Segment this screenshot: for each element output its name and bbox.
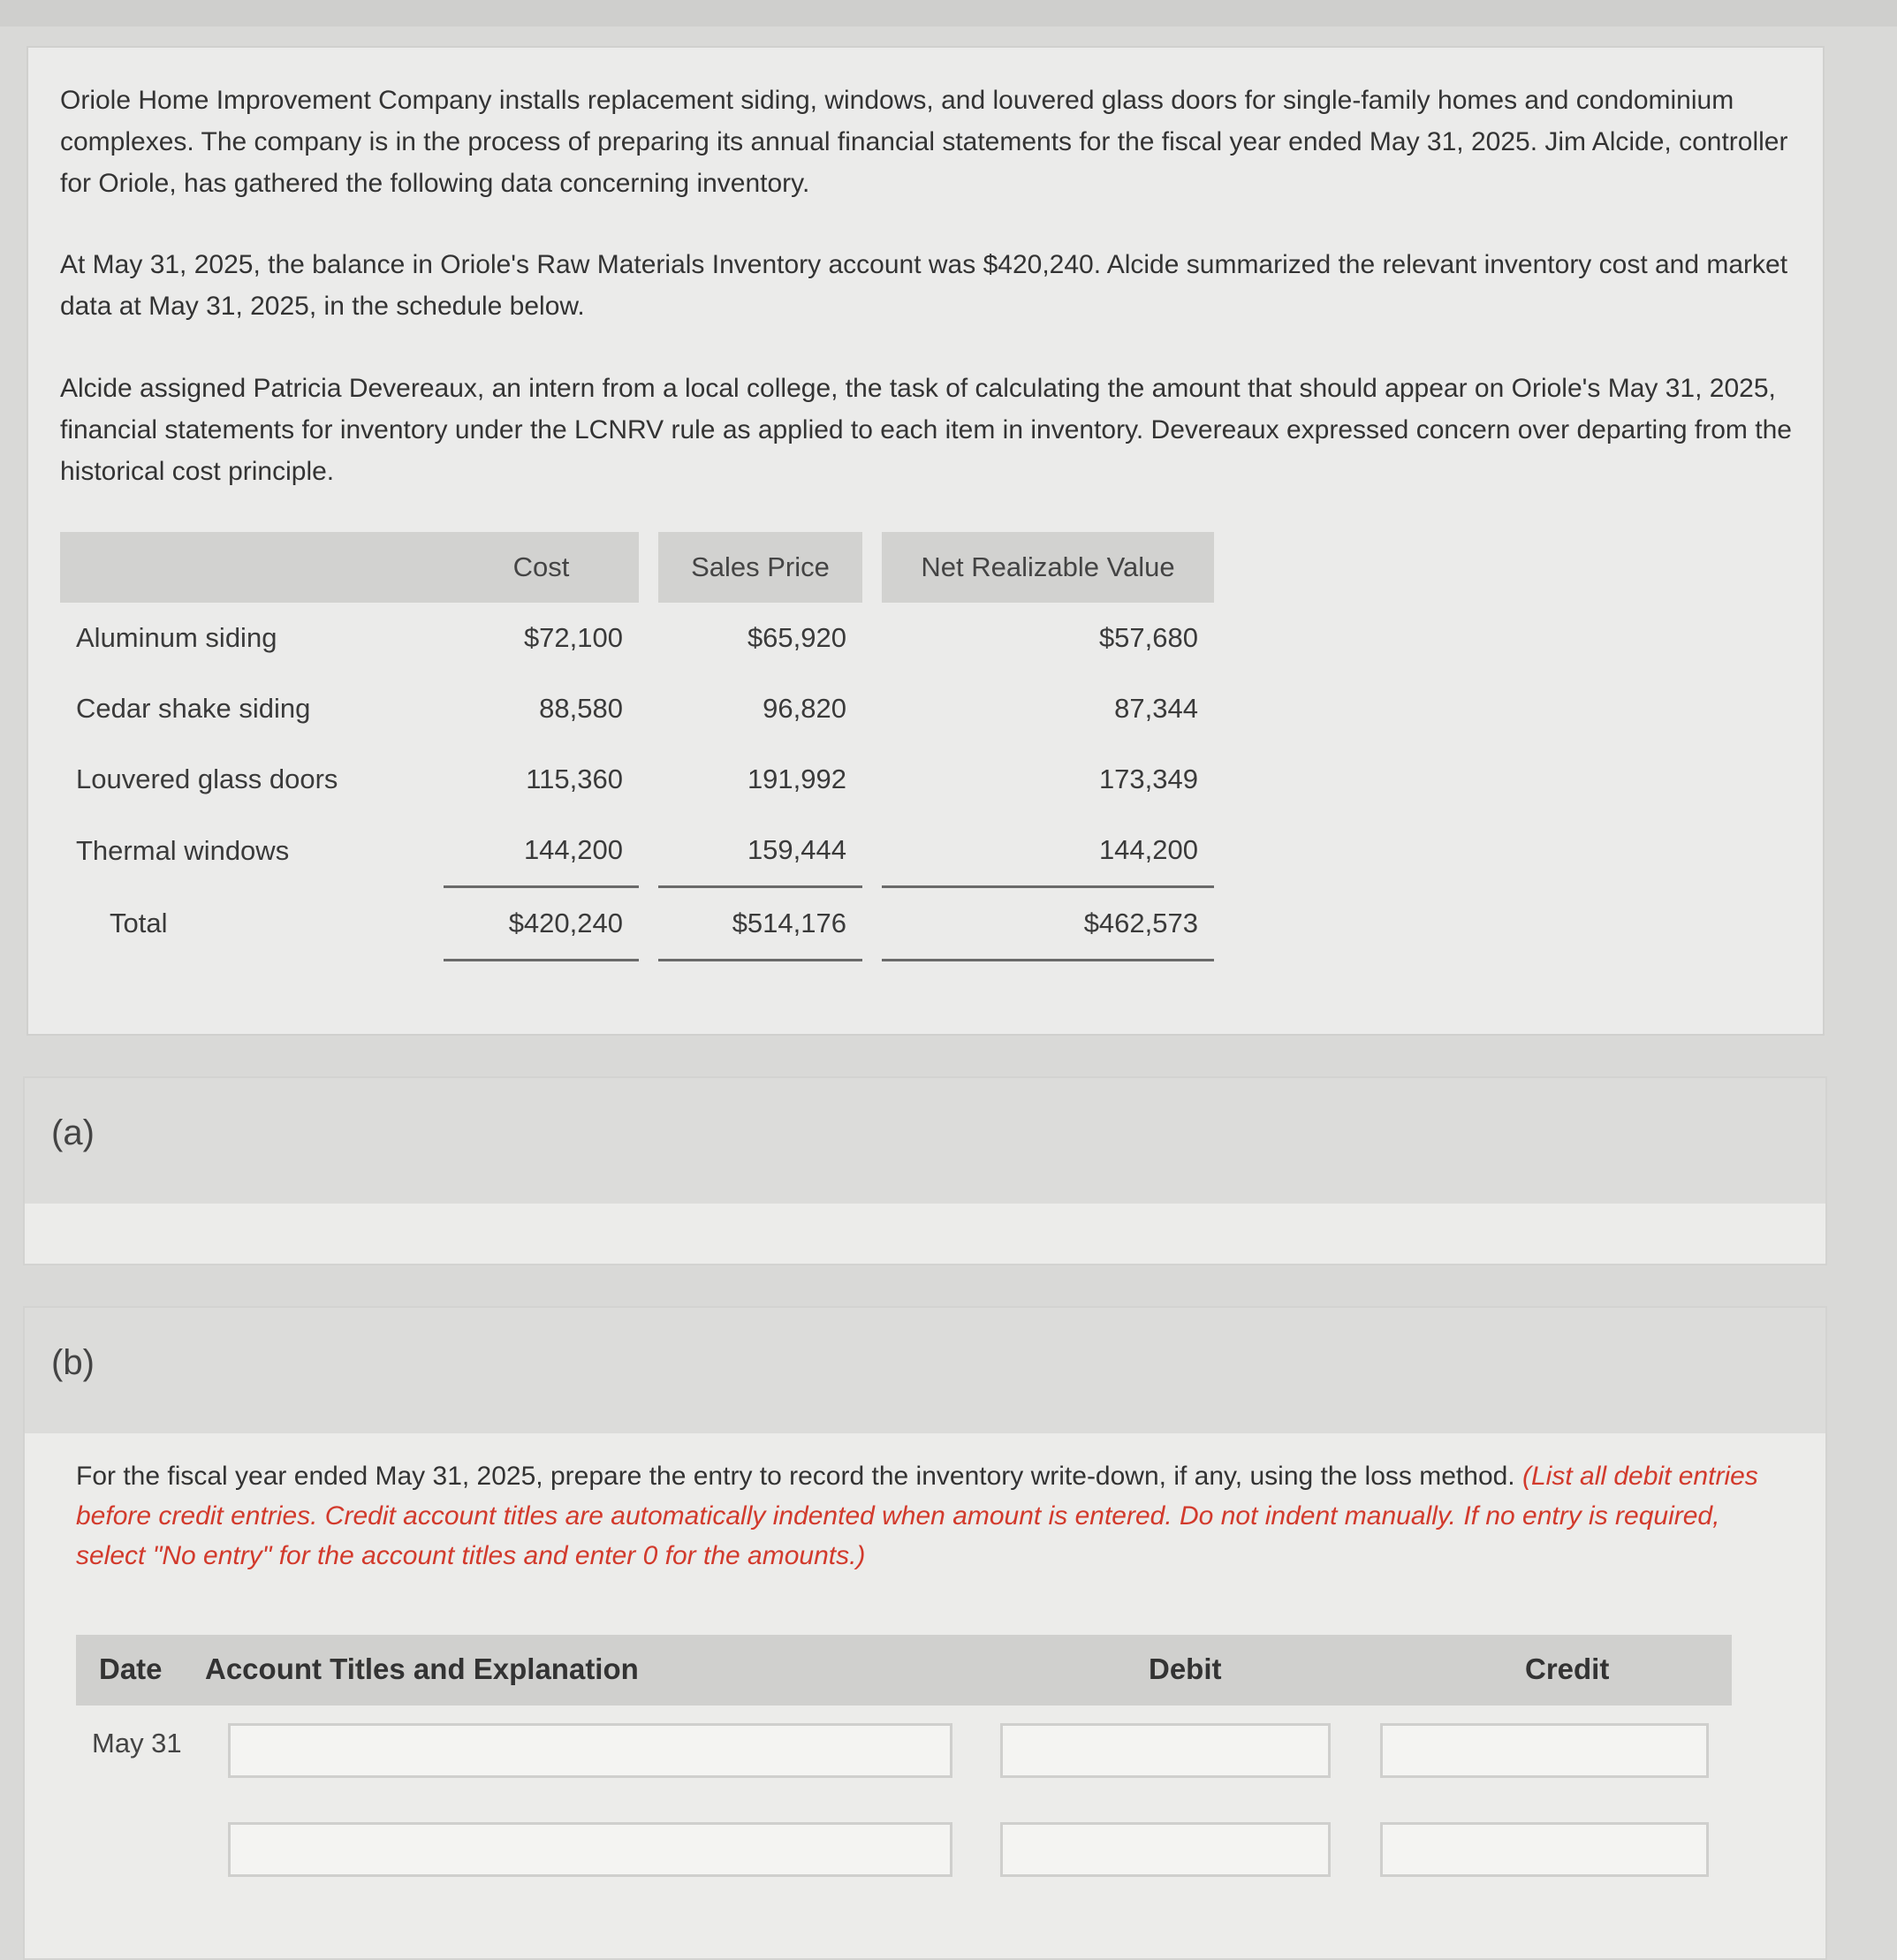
part-a-label: (a) — [51, 1113, 95, 1152]
item-label: Thermal windows — [76, 834, 290, 866]
item-label: Cedar shake siding — [76, 693, 311, 724]
instruction-text: For the fiscal year ended May 31, 2025, prepare the entry to record the inventory write-down, if any, using the loss method. — [76, 1462, 1515, 1491]
header-cost: Cost — [444, 532, 639, 603]
sales-price-value: 191,992 — [747, 763, 846, 794]
table-header-row — [60, 532, 1214, 603]
journal-header-debit: Debit — [1149, 1652, 1222, 1685]
journal-header-account: Account Titles and Explanation — [205, 1652, 639, 1685]
item-label: Aluminum siding — [76, 622, 277, 653]
cost-value: 144,200 — [444, 815, 639, 887]
journal-header-date: Date — [99, 1652, 163, 1685]
debit-input-1[interactable] — [1000, 1723, 1331, 1778]
table-row — [60, 815, 1214, 887]
nrv-value: 87,344 — [1114, 693, 1198, 724]
part-a-section — [23, 1076, 1827, 1265]
table-row — [60, 603, 1214, 673]
total-nrv: $462,573 — [882, 887, 1214, 961]
problem-paragraph-1: Oriole Home Improvement Company installs replacement siding, windows, and louvered glass doors for single-family homes and condominium complexes. The company is in the process of preparing its annual financial statements for the fiscal year ended May 31, 2025. Jim Alcide, controller for Oriole, has gathered the following data concerning inventory. — [60, 86, 1788, 198]
table-row — [60, 744, 1214, 815]
nrv-value: 173,349 — [1098, 763, 1198, 794]
cost-value: 88,580 — [539, 693, 623, 724]
credit-input-2[interactable] — [1380, 1822, 1709, 1877]
table-total-row — [60, 887, 1214, 961]
inventory-table — [60, 532, 1214, 961]
total-sales-price: $514,176 — [658, 887, 862, 961]
problem-paragraph-3: Alcide assigned Patricia Devereaux, an intern from a local college, the task of calculating the amount that should appear on Oriole's May 31, 2025, financial statements for inventory under the LCNRV rule as applied to each item in inventory. Devereaux expressed concern over departing from the historical cost principle. — [60, 374, 1792, 486]
problem-paragraph-2: At May 31, 2025, the balance in Oriole's Raw Materials Inventory account was $420,240. Alcide summarized the relevant inventory cost and market data at May 31, 2025, in the schedule below. — [60, 250, 1788, 321]
header-blank — [60, 532, 444, 603]
sales-price-value: 96,820 — [763, 693, 846, 724]
total-cost: $420,240 — [444, 887, 639, 961]
journal-date: May 31 — [92, 1728, 182, 1759]
top-bar — [0, 0, 1897, 27]
journal-header — [76, 1635, 1732, 1706]
cost-value: 115,360 — [526, 763, 623, 794]
account-title-input-2[interactable] — [228, 1822, 952, 1877]
part-a-header — [25, 1078, 1825, 1204]
part-b-label: (b) — [51, 1343, 95, 1382]
sales-price-value: $65,920 — [747, 622, 846, 653]
instruction-note: (List all debit entries before credit entries. Credit account titles are automatically indented when amount is entered. Do not indent manually. If no entry is required, select "No entry" for the account titles and enter 0 for the amounts.) — [76, 1462, 1758, 1570]
problem-statement-card — [27, 46, 1825, 1036]
table-row — [60, 673, 1214, 744]
cost-value: $72,100 — [523, 622, 623, 653]
part-b-section — [23, 1306, 1827, 1960]
part-b-instructions — [76, 1456, 1772, 1576]
nrv-value: 144,200 — [882, 815, 1214, 887]
journal-header-credit: Credit — [1525, 1652, 1610, 1685]
nrv-value: $57,680 — [1098, 622, 1198, 653]
total-label: Total — [110, 908, 168, 938]
header-nrv: Net Realizable Value — [882, 532, 1214, 603]
item-label: Louvered glass doors — [76, 763, 338, 794]
part-b-header — [25, 1308, 1825, 1433]
account-title-input-1[interactable] — [228, 1723, 952, 1778]
header-sales-price: Sales Price — [658, 532, 862, 603]
debit-input-2[interactable] — [1000, 1822, 1331, 1877]
sales-price-value: 159,444 — [658, 815, 862, 887]
credit-input-1[interactable] — [1380, 1723, 1709, 1778]
